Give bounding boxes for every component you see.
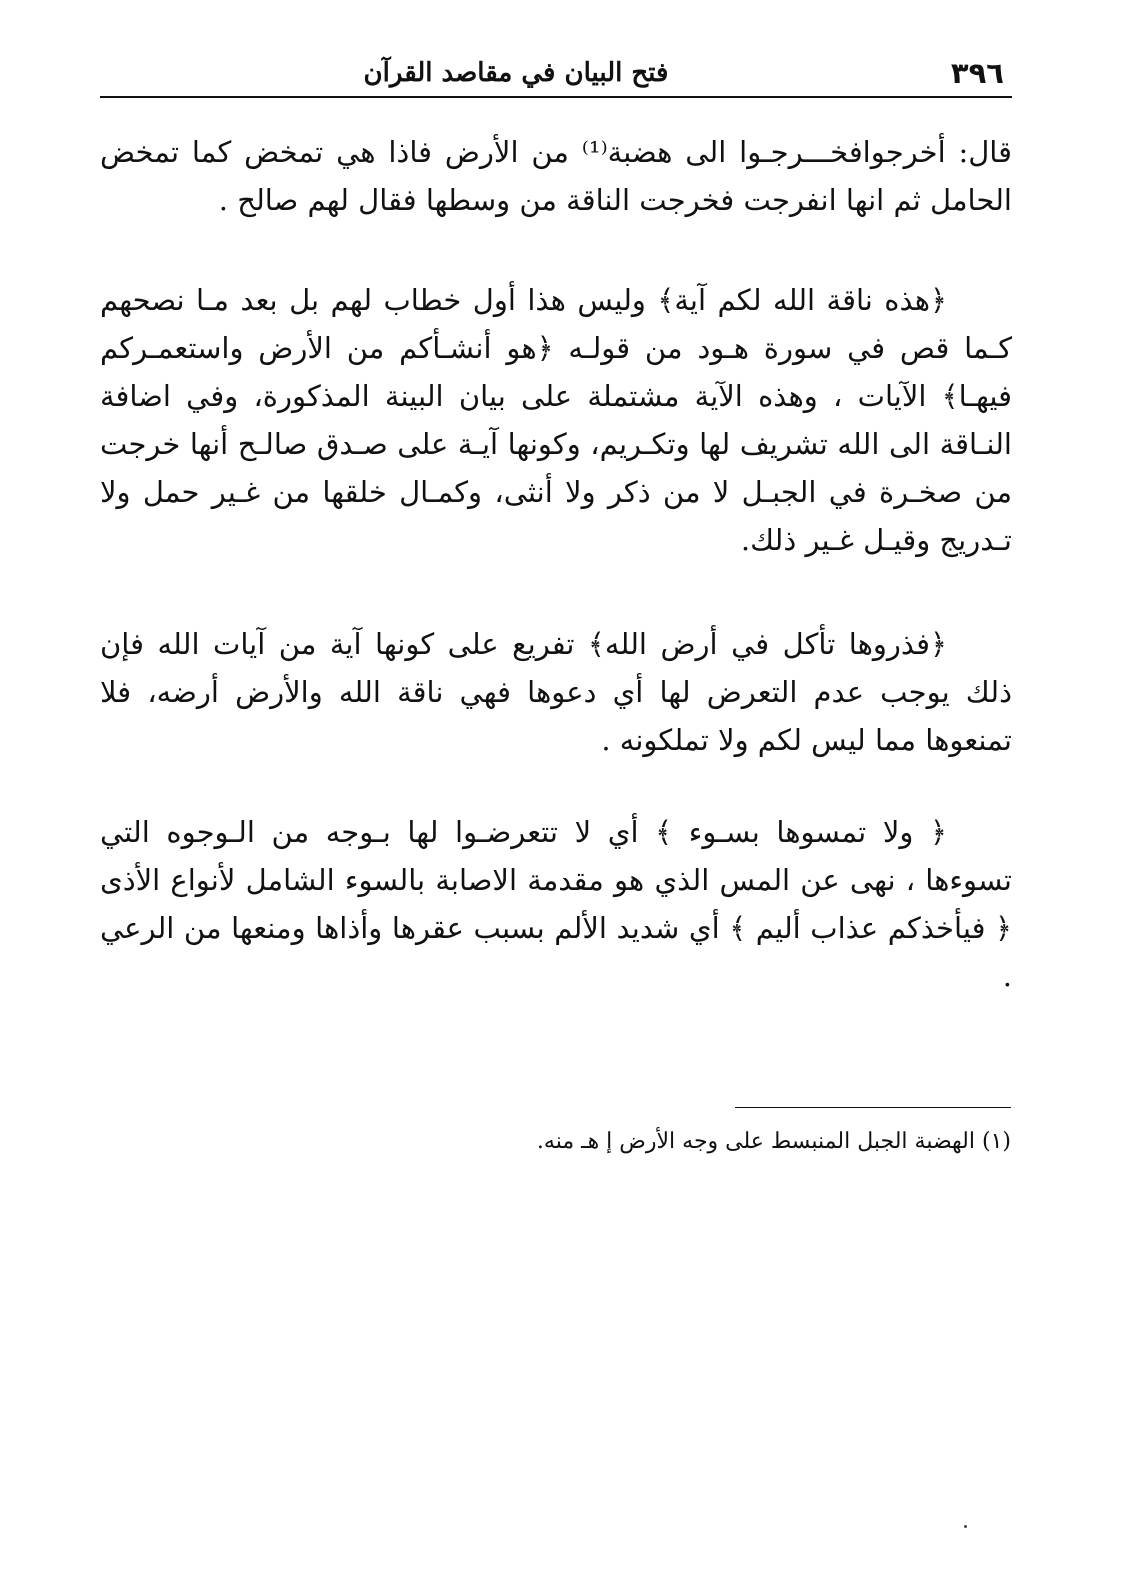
footnote-divider bbox=[735, 1107, 1011, 1108]
body-text bbox=[100, 128, 1012, 1000]
paragraph-3: ﴿فذروها تأكل في أرض الله﴾ تفريع على كونها آية من آيات الله فإن ذلك يوجب عدم التعرض لها أي دعوها فهي ناقة الله والأرض أرضه، فلا تمنعوها مما ليس لكم ولا تملكونه . bbox=[100, 627, 1012, 757]
paragraph-2: ﴿هذه ناقة الله لكم آية﴾ وليس هذا أول خطاب لهم بل بعد مـا نصحهم كـما قص في سورة هـود من قولـه ﴿هو أنشـأكم من الأرض واستعمـركم فيهـا﴾ الآيات ، وهذه الآية مشتملة على بيان البينة المذكورة، وفي اضافة النـاقة الى الله تشريف لها وتكـريم، وكونها آيـة على صـدق صالـح أنها خرجت من صخـرة في الجبـل لا من ذكر ولا أنثى، وكمـال خلقها من غـير حمل ولا تـدريج وقيـل غـير ذلك. bbox=[100, 283, 1012, 557]
page-header bbox=[100, 46, 1012, 98]
page-number: ٣٩٦ bbox=[950, 56, 1004, 90]
paragraph-1: قال: أخرجوافخـــرجـوا الى هضبة⁽¹⁾ من الأرض فاذا هي تمخض كما تمخض الحامل ثم انها انفرجت فخرجت الناقة من وسطها فقال لهم صالح . bbox=[100, 135, 1013, 217]
running-title: فتح البيان في مقاصد القرآن bbox=[363, 58, 669, 88]
scan-speck bbox=[964, 1525, 967, 1528]
footnote: (١) الهضبة الجبل المنبسط على وجه الأرض إ هـ منه. bbox=[536, 1129, 1011, 1154]
paragraph-4: ﴿ ولا تمسوها بسـوء ﴾ أي لا تتعرضـوا لها بـوجه من الـوجوه التي تسوءها ، نهى عن المس الذي هو مقدمة الاصابة بالسوء الشامل لأنواع الأذى ﴿ فيأخذكم عذاب أليم ﴾ أي شديد الألم بسبب عقرها وأذاها ومنعها من الرعي . bbox=[100, 815, 1012, 993]
